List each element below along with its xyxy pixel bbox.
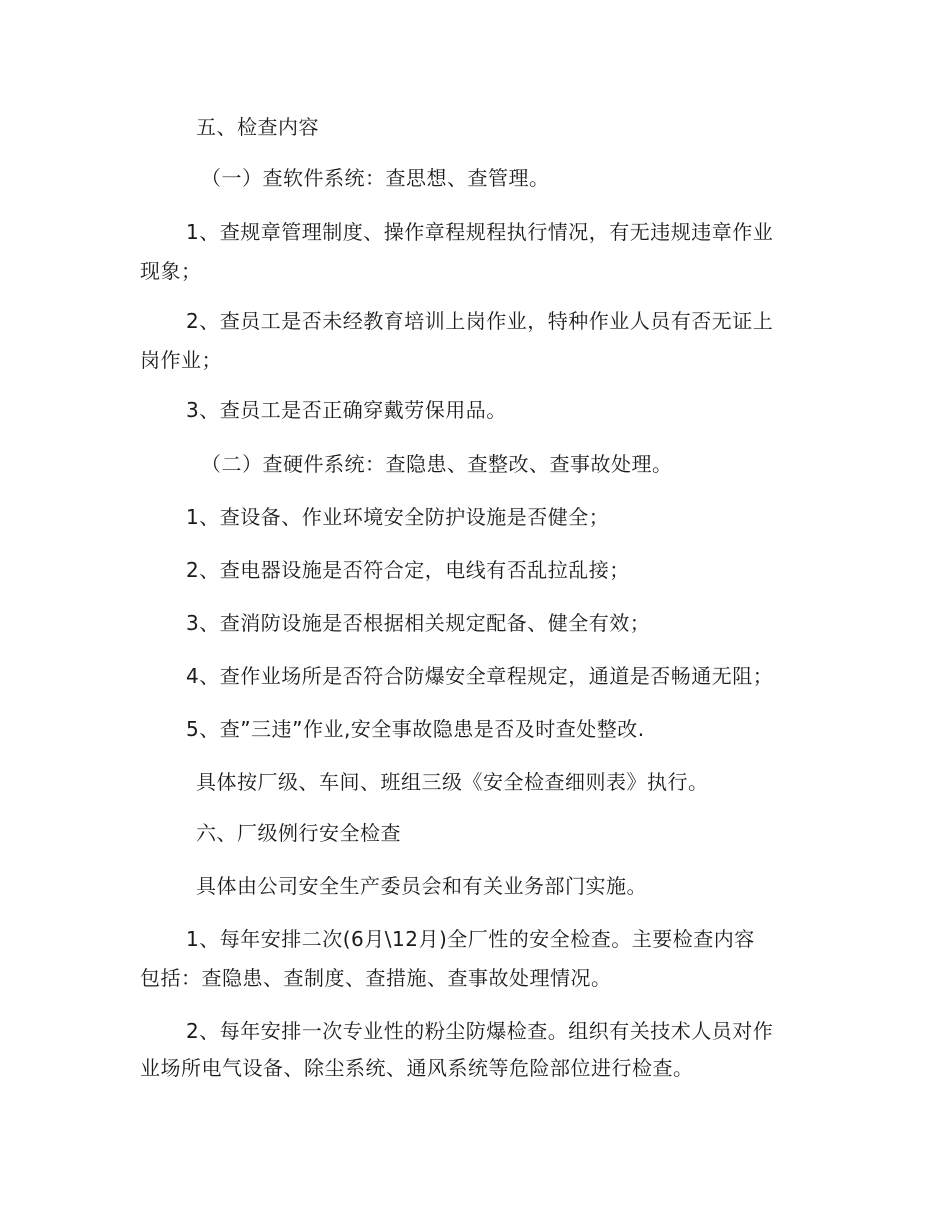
software-item-2-line1: 2、查员工是否未经教育培训上岗作业，特种作业人员有否无证上 [186, 309, 774, 333]
detail-note: 具体按厂级、车间、班组三级《安全检查细则表》执行。 [196, 770, 709, 794]
software-system-heading: （一）查软件系统：查思想、查管理。 [201, 166, 550, 190]
section6-heading: 六、厂级例行安全检查 [196, 821, 401, 845]
section6-item-2-line1: 2、每年安排一次专业性的粉尘防爆检查。组织有关技术人员对作 [186, 1019, 774, 1043]
section6-item-2-line2: 业场所电气设备、除尘系统、通风系统等危险部位进行检查。 [140, 1056, 694, 1080]
hardware-item-4: 4、查作业场所是否符合防爆安全章程规定，通道是否畅通无阻； [186, 664, 774, 688]
software-item-2-line2: 岗作业； [140, 348, 222, 372]
section6-item-1-line2: 包括：查隐患、查制度、查措施、查事故处理情况。 [140, 966, 612, 990]
section6-intro: 具体由公司安全生产委员会和有关业务部门实施。 [196, 874, 647, 898]
hardware-item-5: 5、查”三违”作业,安全事故隐患是否及时查处整改. [186, 717, 645, 741]
hardware-system-heading: （二）查硬件系统：查隐患、查整改、查事故处理。 [201, 452, 673, 476]
hardware-item-2: 2、查电器设施是否符合定，电线有否乱拉乱接； [186, 558, 630, 582]
section6-item-1-line1: 1、每年安排二次(6月\12月)全厂性的安全检查。主要检查内容 [186, 927, 755, 951]
software-item-1-line2: 现象； [140, 259, 202, 283]
hardware-item-1: 1、查设备、作业环境安全防护设施是否健全； [186, 505, 610, 529]
software-item-1-line1: 1、查规章管理制度、操作章程规程执行情况，有无违规违章作业 [186, 220, 774, 244]
hardware-item-3: 3、查消防设施是否根据相关规定配备、健全有效； [186, 611, 651, 635]
section5-heading: 五、检查内容 [196, 115, 319, 139]
software-item-3: 3、查员工是否正确穿戴劳保用品。 [186, 398, 507, 422]
